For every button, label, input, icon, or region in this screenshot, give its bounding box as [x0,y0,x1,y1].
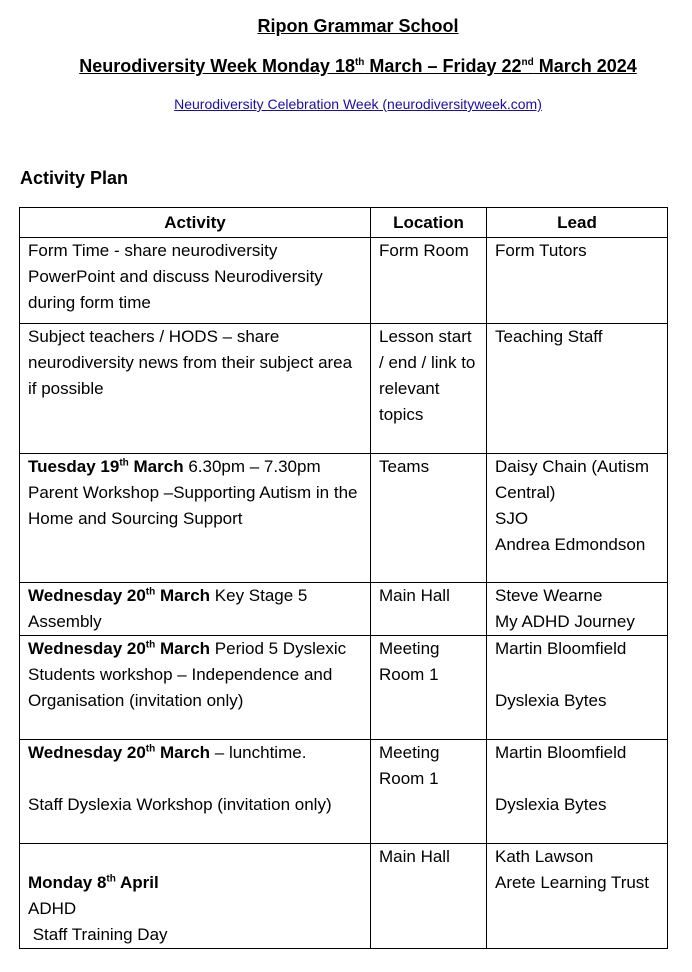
activity-spacer [28,766,362,792]
header-location: Location [371,208,487,238]
lead-line: SJO [495,509,529,528]
activity-text: Staff Training Day [28,925,168,944]
activity-date [28,743,210,762]
lead-cell [487,636,668,740]
date-text: Wednesday 20 [28,743,146,762]
title-part: March – Friday 22 [364,56,522,76]
activity-text: Key Stage 5 Assembly [28,586,308,631]
lead-line: Dyslexia Bytes [495,691,607,710]
activity-cell [20,844,371,949]
table-row [20,324,668,454]
lead-cell [487,844,668,949]
page-title [12,56,692,77]
date-text: March [128,457,184,476]
date-text: Wednesday 20 [28,586,146,605]
location-cell: Main Hall [371,583,487,636]
table-row [20,636,668,740]
activity-date [28,870,362,896]
lead-line: Andrea Edmondson [495,535,646,554]
lead-line: Steve Wearne [495,586,603,605]
lead-cell [487,454,668,583]
header-activity: Activity [20,208,371,238]
lead-spacer [495,662,659,688]
activity-cell [20,454,371,583]
lead-line: Daisy Chain (Autism Central) [495,457,649,502]
date-text: Wednesday 20 [28,639,146,658]
table-header-row [20,208,668,238]
activity-plan-table [19,207,668,949]
lead-line: Arete Learning Trust [495,873,650,892]
lead-line: Martin Bloomfield [495,639,627,658]
table-row [20,238,668,324]
lead-cell [487,740,668,844]
activity-cell [20,740,371,844]
activity-cell: Subject teachers / HODS – share neurodiversity news from their subject area if possible [20,324,371,454]
header-lead: Lead [487,208,668,238]
date-suffix: th [119,457,129,469]
lead-spacer [495,766,659,792]
activity-text: Period 5 Dyslexic Students workshop – Independence and Organisation (invitation only) [28,639,347,710]
lead-line: My ADHD Journey [495,612,635,631]
date-text: Monday 8 [28,873,107,892]
location-cell: Meeting Room 1 [371,636,487,740]
activity-text: Staff Dyslexia Workshop (invitation only) [28,795,332,814]
activity-cell [20,636,371,740]
activity-text: 6.30pm – 7.30pm Parent Workshop –Supporting Autism in the Home and Sourcing Support [28,457,358,528]
title-superscript: th [354,57,365,68]
table-row [20,454,668,583]
date-text: March [155,639,211,658]
activity-text: ADHD [28,899,77,918]
location-cell: Form Room [371,238,487,324]
lead-cell [487,583,668,636]
school-name: Ripon Grammar School [257,16,459,36]
date-suffix: th [145,743,156,755]
date-text: March [155,743,211,762]
location-cell: Main Hall [371,844,487,949]
activity-date [28,586,210,605]
date-suffix: th [145,586,156,598]
section-title: Activity Plan [20,168,129,188]
table-row [20,583,668,636]
activity-text: – lunchtime. [210,743,307,762]
table-row [20,844,668,949]
date-text: Tuesday 19 [28,457,120,476]
activity-date [28,639,210,658]
date-suffix: th [106,873,116,885]
location-cell: Lesson start / end / link to relevant topics [371,324,487,454]
neurodiversity-week-link[interactable]: Neurodiversity Celebration Week (neurodiversityweek.com) [174,96,542,112]
date-suffix: th [145,639,156,651]
activity-spacer [28,844,362,870]
lead-cell: Teaching Staff [487,324,668,454]
activity-date [28,457,184,476]
activity-cell [20,583,371,636]
lead-line: Kath Lawson [495,847,594,866]
date-text: April [115,873,159,892]
lead-cell: Form Tutors [487,238,668,324]
lead-line: Martin Bloomfield [495,743,627,762]
location-cell: Meeting Room 1 [371,740,487,844]
title-superscript: nd [521,57,534,68]
title-part: March 2024 [533,56,637,76]
table-row [20,740,668,844]
activity-cell: Form Time - share neurodiversity PowerPoint and discuss Neurodiversity during form time [20,238,371,324]
title-part: Neurodiversity Week Monday 18 [79,56,355,76]
date-text: March [155,586,211,605]
lead-line: Dyslexia Bytes [495,795,607,814]
location-cell: Teams [371,454,487,583]
